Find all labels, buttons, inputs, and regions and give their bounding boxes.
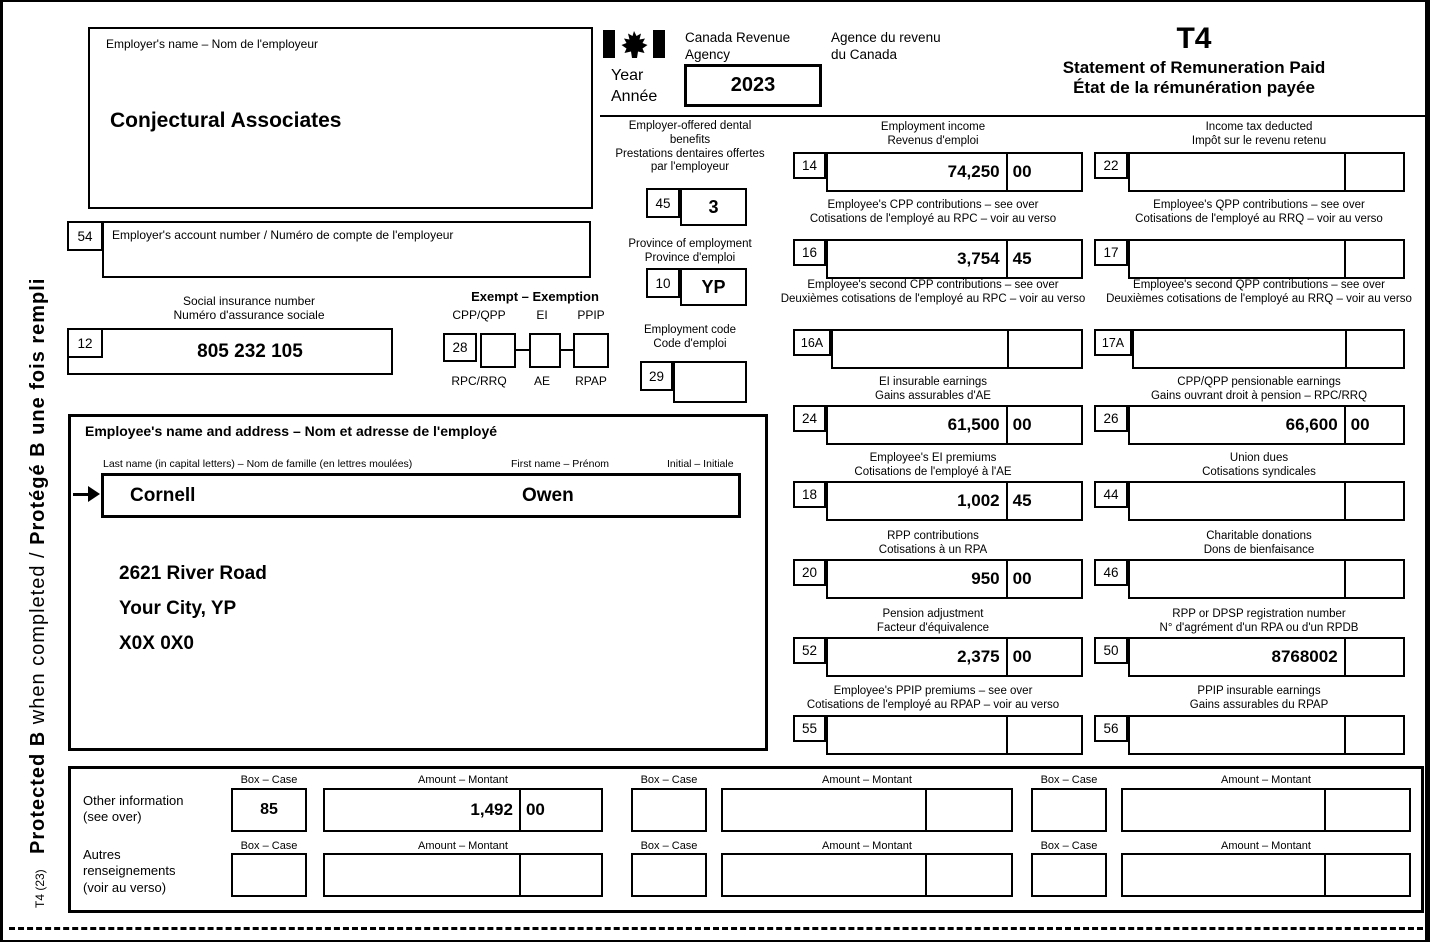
other-info-amount-3-dollars bbox=[1123, 790, 1324, 830]
field-46-label bbox=[1098, 530, 1420, 558]
field-24-dollars: 61,500 bbox=[947, 415, 1000, 434]
other-information-section bbox=[68, 766, 1424, 913]
field-18-label-en: Employee's EI premiums bbox=[869, 452, 997, 464]
field-22-label-fr: Impôt sur le revenu retenu bbox=[1191, 134, 1327, 147]
field-14-amount-box[interactable] bbox=[826, 152, 1083, 192]
field-16-dollars: 3,754 bbox=[957, 249, 1000, 268]
field-16-label-en: Employee's CPP contributions – see over bbox=[827, 199, 1039, 211]
province-value: YP bbox=[701, 276, 726, 297]
field-55-dollars bbox=[828, 717, 1006, 753]
canada-flag-icon bbox=[603, 29, 665, 59]
field-56-dollars bbox=[1130, 717, 1344, 753]
field-14-label-en: Employment income bbox=[880, 121, 986, 133]
exempt-top-label-ppip: PPIP bbox=[577, 308, 605, 322]
field-46-amount-box[interactable] bbox=[1128, 559, 1405, 599]
employee-section-title: Employee's name and address – Nom et adresse de l'employé bbox=[85, 423, 498, 439]
form-version-vertical-label: T4 (23) bbox=[33, 869, 47, 908]
other-info-amount-5-cents bbox=[927, 855, 1011, 895]
field-56-label-en: PPIP insurable earnings bbox=[1197, 685, 1321, 697]
other-info-box-3-value bbox=[1033, 790, 1105, 830]
field-44-amount-box[interactable] bbox=[1128, 481, 1405, 521]
year-label-fr: Année bbox=[611, 87, 658, 105]
field-17-cents bbox=[1346, 241, 1403, 277]
field-18-label-fr: Cotisations de l'employé à l'AE bbox=[854, 465, 1012, 478]
field-46-box-number: 46 bbox=[1094, 559, 1128, 586]
field-55-label-en: Employee's PPIP premiums – see over bbox=[833, 685, 1033, 697]
field-17a-amount-box[interactable] bbox=[1132, 329, 1405, 369]
other-info-box-2[interactable] bbox=[631, 788, 707, 832]
protected-b-fr: Protégé B une fois rempli bbox=[27, 277, 49, 545]
field-16a-label bbox=[778, 279, 1088, 307]
sin-box[interactable] bbox=[67, 328, 393, 375]
field-52-dollars: 2,375 bbox=[957, 647, 1000, 666]
box-case-header: Box – Case bbox=[240, 774, 298, 786]
other-info-amount-1-cents: 00 bbox=[525, 800, 545, 819]
exempt-top-label-cpp-qpp: CPP/QPP bbox=[452, 308, 506, 322]
field-26-label-fr: Gains ouvrant droit à pension – RPC/RRQ bbox=[1150, 389, 1368, 402]
field-22-label bbox=[1098, 121, 1420, 149]
cra-name-fr-line2: du Canada bbox=[831, 46, 898, 62]
field-17-label-en: Employee's QPP contributions – see over bbox=[1153, 199, 1365, 211]
field-44-dollars bbox=[1130, 483, 1344, 519]
amount-montant-header: Amount – Montant bbox=[822, 774, 912, 786]
province-box-number: 10 bbox=[646, 268, 680, 298]
field-52-label-en: Pension adjustment bbox=[882, 608, 984, 620]
other-info-amount-2-dollars bbox=[723, 790, 925, 830]
field-20-label-fr: Cotisations à un RPA bbox=[878, 543, 988, 556]
field-50-dollars: 8768002 bbox=[1271, 647, 1338, 666]
sin-box-number: 12 bbox=[67, 328, 103, 358]
dental-label-en: Employer-offered dental benefits bbox=[628, 120, 752, 146]
other-information-label-fr-line1: Autres bbox=[83, 847, 121, 862]
field-55-label-fr: Cotisations de l'employé au RPAP – voir au verso bbox=[806, 698, 1060, 711]
field-14-dollars: 74,250 bbox=[947, 162, 1000, 181]
header-divider bbox=[600, 115, 1426, 117]
year-value: 2023 bbox=[730, 74, 776, 96]
sin-label bbox=[103, 294, 395, 323]
exempt-title: Exempt – Exemption bbox=[471, 289, 599, 304]
field-55-box-number: 55 bbox=[793, 715, 826, 742]
field-16-label-fr: Cotisations de l'employé au RPC – voir au verso bbox=[809, 212, 1057, 225]
field-44-label bbox=[1098, 452, 1420, 480]
field-14-label-fr: Revenus d'emploi bbox=[887, 134, 979, 147]
other-info-amount-6-cents bbox=[1326, 855, 1409, 895]
field-20-amount-box[interactable] bbox=[826, 559, 1083, 599]
year-label bbox=[611, 66, 657, 108]
province-value-box[interactable] bbox=[680, 268, 747, 306]
employment-code-box-number: 29 bbox=[640, 361, 673, 391]
employment-code-value bbox=[675, 363, 745, 401]
form-title-block bbox=[963, 22, 1425, 98]
field-26-cents: 00 bbox=[1350, 415, 1370, 434]
box-case-header: Box – Case bbox=[240, 840, 298, 852]
field-18-amount-box[interactable] bbox=[826, 481, 1083, 521]
field-18-dollars: 1,002 bbox=[957, 491, 1000, 510]
protected-b-vertical-label bbox=[27, 278, 50, 854]
sin-label-en: Social insurance number bbox=[182, 294, 316, 308]
other-info-amount-3-cents bbox=[1326, 790, 1409, 830]
field-17a-label bbox=[1098, 279, 1420, 307]
box-case-header: Box – Case bbox=[1040, 840, 1098, 852]
field-22-amount-box[interactable] bbox=[1128, 152, 1405, 192]
other-info-amount-2-cents bbox=[927, 790, 1011, 830]
field-18-box-number: 18 bbox=[793, 481, 826, 508]
other-info-amount-1-dollars: 1,492 bbox=[470, 800, 513, 819]
exempt-connector bbox=[561, 349, 573, 351]
field-17-label-fr: Cotisations de l'employé au RRQ – voir au verso bbox=[1135, 212, 1383, 225]
other-info-amount-4-dollars bbox=[325, 855, 519, 895]
field-52-cents: 00 bbox=[1012, 647, 1032, 666]
province-label bbox=[609, 238, 771, 266]
field-50-label-en: RPP or DPSP registration number bbox=[1172, 608, 1346, 620]
other-info-box-2-value bbox=[633, 790, 705, 830]
other-info-amount-1[interactable] bbox=[323, 788, 603, 832]
other-info-box-1-value: 85 bbox=[260, 801, 278, 818]
employee-first-name: Owen bbox=[522, 484, 574, 506]
amount-montant-header: Amount – Montant bbox=[822, 840, 912, 852]
field-20-cents: 00 bbox=[1012, 569, 1032, 588]
cra-name-fr bbox=[831, 30, 941, 64]
field-16a-label-fr: Deuxièmes cotisations de l'employé au RPC – voir au verso bbox=[780, 292, 1086, 305]
field-16a-box-number: 16A bbox=[793, 329, 831, 356]
field-46-cents bbox=[1346, 561, 1403, 597]
field-16a-cents bbox=[1009, 331, 1081, 367]
other-info-amount-4[interactable] bbox=[323, 853, 603, 897]
cpp-qpp-exempt-checkbox[interactable] bbox=[480, 333, 516, 368]
field-17-label bbox=[1098, 199, 1420, 227]
field-17a-label-fr: Deuxièmes cotisations de l'employé au RRQ – voir au verso bbox=[1106, 292, 1412, 305]
field-24-cents: 00 bbox=[1012, 415, 1032, 434]
field-52-box-number: 52 bbox=[793, 637, 826, 664]
ei-exempt-checkbox[interactable] bbox=[529, 333, 561, 368]
detach-dashed-line bbox=[9, 927, 1423, 930]
other-info-box-5[interactable] bbox=[631, 853, 707, 897]
box-case-header: Box – Case bbox=[1040, 774, 1098, 786]
other-info-box-6[interactable] bbox=[1031, 853, 1107, 897]
field-44-label-en: Union dues bbox=[1229, 452, 1289, 464]
field-50-label-fr: N° d'agrément d'un RPA ou d'un RPDB bbox=[1159, 621, 1359, 634]
field-44-cents bbox=[1346, 483, 1403, 519]
field-56-label-fr: Gains assurables du RPAP bbox=[1189, 698, 1329, 711]
cra-name-en-line1: Canada Revenue bbox=[685, 30, 791, 45]
other-info-box-4[interactable] bbox=[231, 853, 307, 897]
field-24-label-fr: Gains assurables d'AE bbox=[875, 389, 991, 402]
other-info-box-3[interactable] bbox=[1031, 788, 1107, 832]
exempt-bottom-label-rpc-rrq: RPC/RRQ bbox=[451, 374, 507, 388]
employer-name-label: Employer's name – Nom de l'employeur bbox=[106, 37, 319, 51]
employer-account-box[interactable] bbox=[102, 221, 591, 278]
field-56-box-number: 56 bbox=[1094, 715, 1128, 742]
field-20-dollars: 950 bbox=[971, 569, 1000, 588]
field-16a-amount-box[interactable] bbox=[831, 329, 1083, 369]
field-16-label bbox=[778, 199, 1088, 227]
field-16-amount-box[interactable] bbox=[826, 239, 1083, 279]
field-26-label-en: CPP/QPP pensionable earnings bbox=[1177, 376, 1341, 388]
field-14-cents: 00 bbox=[1012, 162, 1032, 181]
field-24-label-en: EI insurable earnings bbox=[878, 376, 988, 388]
other-information-label-fr bbox=[83, 847, 176, 896]
other-info-amount-6-dollars bbox=[1123, 855, 1324, 895]
field-16-cents: 45 bbox=[1012, 249, 1032, 268]
field-46-label-fr: Dons de bienfaisance bbox=[1203, 543, 1315, 556]
field-18-cents: 45 bbox=[1012, 491, 1032, 510]
amount-montant-header: Amount – Montant bbox=[418, 840, 508, 852]
employee-name-address-box bbox=[68, 414, 768, 751]
field-20-label-en: RPP contributions bbox=[887, 530, 979, 542]
employer-name-box[interactable] bbox=[88, 27, 593, 209]
field-26-amount-box[interactable] bbox=[1128, 405, 1405, 445]
other-information-label-fr-line3: (voir au verso) bbox=[83, 879, 167, 895]
amount-montant-header: Amount – Montant bbox=[1221, 774, 1311, 786]
form-title-fr: État de la rémunération payée bbox=[1073, 78, 1315, 97]
field-14-label bbox=[778, 121, 1088, 149]
field-17-box-number: 17 bbox=[1094, 239, 1128, 266]
amount-montant-header: Amount – Montant bbox=[1221, 840, 1311, 852]
field-17a-box-number: 17A bbox=[1094, 329, 1132, 356]
protected-b-en: Protected B bbox=[27, 730, 49, 854]
field-26-dollars: 66,600 bbox=[1285, 415, 1338, 434]
field-14-box-number: 14 bbox=[793, 152, 826, 179]
other-info-amount-5[interactable] bbox=[721, 853, 1013, 897]
other-info-box-4-value bbox=[233, 855, 305, 895]
first-name-label: First name – Prénom bbox=[511, 458, 610, 470]
field-24-box-number: 24 bbox=[793, 405, 826, 432]
other-information-label-fr-line2: renseignements bbox=[83, 863, 176, 879]
ppip-exempt-checkbox[interactable] bbox=[573, 333, 609, 368]
cra-name-en-line2: Agency bbox=[685, 46, 731, 62]
sin-label-fr: Numéro d'assurance sociale bbox=[173, 308, 325, 323]
other-info-amount-5-dollars bbox=[723, 855, 925, 895]
exempt-bottom-label-ae: AE bbox=[533, 374, 550, 388]
field-44-box-number: 44 bbox=[1094, 481, 1128, 508]
employee-name-box[interactable] bbox=[101, 473, 741, 518]
other-info-amount-2[interactable] bbox=[721, 788, 1013, 832]
field-16a-dollars bbox=[833, 331, 1007, 367]
field-26-box-number: 26 bbox=[1094, 405, 1128, 432]
box-case-header: Box – Case bbox=[640, 774, 698, 786]
field-20-box-number: 20 bbox=[793, 559, 826, 586]
field-17a-label-en: Employee's second QPP contributions – see over bbox=[1133, 279, 1385, 291]
form-title-en: Statement of Remuneration Paid bbox=[1062, 58, 1326, 77]
employee-address-line3: X0X 0X0 bbox=[119, 633, 194, 654]
field-16-box-number: 16 bbox=[793, 239, 826, 266]
employment-code-value-box[interactable] bbox=[673, 361, 747, 403]
other-info-amount-3[interactable] bbox=[1121, 788, 1411, 832]
field-22-dollars bbox=[1130, 154, 1344, 190]
employee-last-name: Cornell bbox=[130, 484, 196, 506]
other-information-label-en bbox=[83, 793, 183, 826]
dental-label bbox=[609, 120, 771, 175]
field-52-label bbox=[778, 608, 1088, 636]
last-name-label: Last name (in capital letters) – Nom de famille (en lettres moulées) bbox=[103, 458, 413, 470]
employment-code-label-fr: Code d'emploi bbox=[653, 337, 727, 350]
dental-label-fr: Prestations dentaires offertes par l'employeur bbox=[615, 147, 765, 174]
form-code: T4 bbox=[1176, 22, 1212, 55]
field-46-dollars bbox=[1130, 561, 1344, 597]
sin-value: 805 232 105 bbox=[197, 340, 303, 362]
field-50-amount-box[interactable] bbox=[1128, 637, 1405, 677]
field-50-box-number: 50 bbox=[1094, 637, 1128, 664]
field-56-label bbox=[1098, 685, 1420, 713]
year-box[interactable] bbox=[684, 64, 822, 107]
other-info-box-5-value bbox=[633, 855, 705, 895]
cra-name-en bbox=[685, 30, 790, 64]
field-16a-label-en: Employee's second CPP contributions – see over bbox=[807, 279, 1059, 291]
amount-montant-header: Amount – Montant bbox=[418, 774, 508, 786]
cra-name-fr-line1: Agence du revenu bbox=[831, 30, 941, 45]
field-17a-cents bbox=[1347, 331, 1403, 367]
dental-box-number: 45 bbox=[646, 188, 680, 218]
protected-b-mid: when completed / bbox=[27, 544, 49, 731]
exempt-box-number: 28 bbox=[443, 333, 477, 362]
employment-code-label bbox=[617, 324, 763, 352]
field-22-label-en: Income tax deducted bbox=[1205, 121, 1313, 133]
field-50-label bbox=[1098, 608, 1420, 636]
province-label-fr: Province d'emploi bbox=[644, 251, 736, 264]
field-24-amount-box[interactable] bbox=[826, 405, 1083, 445]
province-label-en: Province of employment bbox=[628, 238, 752, 250]
field-56-cents bbox=[1346, 717, 1403, 753]
year-label-en: Year bbox=[611, 67, 644, 84]
dental-value-box[interactable] bbox=[680, 188, 747, 226]
exempt-connector bbox=[516, 349, 529, 351]
exempt-top-label-ei: EI bbox=[536, 308, 548, 322]
field-24-label bbox=[778, 376, 1088, 404]
employment-code-label-en: Employment code bbox=[643, 324, 737, 336]
field-17a-dollars bbox=[1134, 331, 1345, 367]
other-info-amount-4-cents bbox=[521, 855, 601, 895]
name-pointer-arrow-icon bbox=[88, 486, 100, 502]
field-52-amount-box[interactable] bbox=[826, 637, 1083, 677]
field-22-box-number: 22 bbox=[1094, 152, 1128, 179]
field-17-dollars bbox=[1130, 241, 1344, 277]
field-55-cents bbox=[1008, 717, 1081, 753]
field-17-amount-box[interactable] bbox=[1128, 239, 1405, 279]
field-52-label-fr: Facteur d'équivalence bbox=[876, 621, 990, 634]
field-22-cents bbox=[1346, 154, 1403, 190]
other-info-box-6-value bbox=[1033, 855, 1105, 895]
employer-name-value: Conjectural Associates bbox=[110, 109, 342, 132]
field-44-label-fr: Cotisations syndicales bbox=[1202, 465, 1316, 478]
field-46-label-en: Charitable donations bbox=[1206, 530, 1312, 542]
field-50-cents bbox=[1346, 639, 1403, 675]
exempt-bottom-label-rpap: RPAP bbox=[575, 374, 607, 388]
other-info-box-1[interactable] bbox=[231, 788, 307, 832]
field-55-amount-box[interactable] bbox=[826, 715, 1083, 755]
field-26-label bbox=[1098, 376, 1420, 404]
initial-label: Initial – Initiale bbox=[667, 458, 734, 470]
employer-account-box-number: 54 bbox=[67, 221, 103, 251]
dental-value: 3 bbox=[708, 196, 719, 217]
other-info-amount-6[interactable] bbox=[1121, 853, 1411, 897]
employee-address-line2: Your City, YP bbox=[119, 598, 237, 619]
field-20-label bbox=[778, 530, 1088, 558]
employer-account-label: Employer's account number / Numéro de compte de l'employeur bbox=[112, 228, 454, 242]
box-case-header: Box – Case bbox=[640, 840, 698, 852]
other-information-label-en-line2: (see over) bbox=[83, 809, 142, 825]
field-18-label bbox=[778, 452, 1088, 480]
employee-address-line1: 2621 River Road bbox=[119, 563, 267, 584]
field-55-label bbox=[778, 685, 1088, 713]
field-56-amount-box[interactable] bbox=[1128, 715, 1405, 755]
other-information-label-en-line1: Other information bbox=[83, 793, 184, 808]
